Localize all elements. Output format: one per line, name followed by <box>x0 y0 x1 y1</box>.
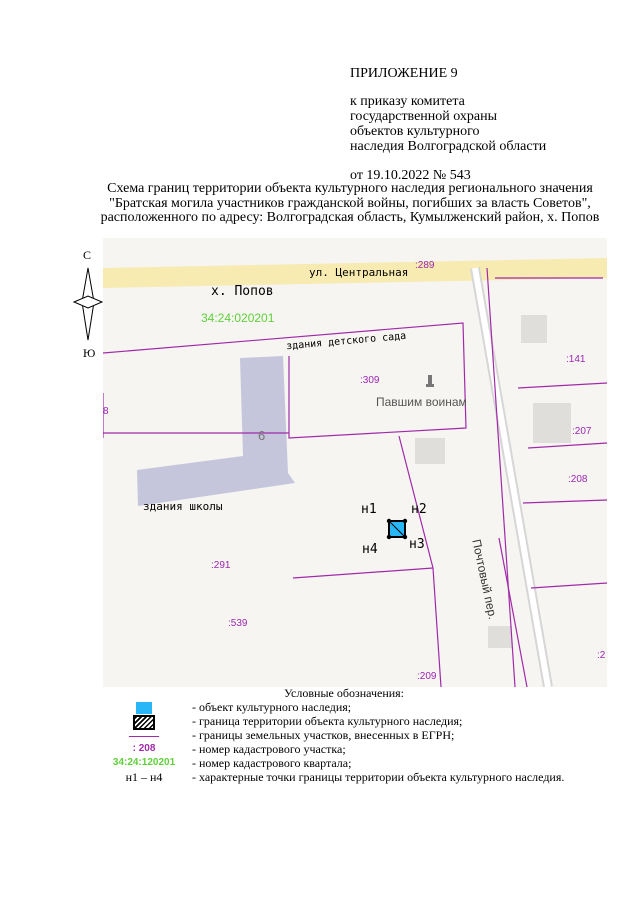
order-line: объектов культурного <box>350 124 480 139</box>
parcel-label: :2 <box>597 650 606 661</box>
compass-rose <box>70 248 106 358</box>
point-n2: н2 <box>411 502 427 517</box>
building <box>415 438 445 464</box>
legend-text: - номер кадастрового квартала; <box>192 756 352 770</box>
parcel-label: :539 <box>228 618 248 629</box>
legend-row <box>100 756 620 770</box>
street-label: ул. Центральная <box>309 266 409 279</box>
scheme-title: Схема границ территории объекта культурного наследия регионального значения "Братская могила участников гражданской войны, погибших за власть Советов", расположенного по адресу: Волгоградская область, Кумылженский район, х. Попов <box>100 181 600 225</box>
appendix-title: ПРИЛОЖЕНИЕ 9 <box>350 66 458 81</box>
legend-title: Условные обозначения: <box>284 686 405 700</box>
village-label: х. Попов <box>211 284 274 299</box>
order-line: государственной охраны <box>350 109 498 124</box>
building <box>521 315 547 343</box>
legend-parcel-symbol: : 208 <box>132 743 156 754</box>
parcel-label: :289 <box>415 260 435 271</box>
compass-arrow-icon <box>70 248 106 358</box>
order-date: от 19.10.2022 № 543 <box>350 168 471 183</box>
legend-row <box>100 700 620 714</box>
point-n1: н1 <box>361 502 377 517</box>
quarter-label: 34:24:020201 <box>201 311 275 325</box>
legend-row <box>100 770 620 784</box>
kindergarten-label: здания детского сада <box>285 330 407 353</box>
legend-text: - объект культурного наследия; <box>192 700 352 714</box>
cadastral-map <box>103 238 607 687</box>
building <box>533 403 571 443</box>
parcel-label: :208 <box>568 474 588 485</box>
parcel-label: :291 <box>211 560 231 571</box>
parcel-line-icon <box>100 728 188 742</box>
school-label: здания школы <box>143 500 223 513</box>
building-number: 6 <box>258 428 266 443</box>
monument-label: Павшим воинам <box>376 395 467 409</box>
parcel-label: :207 <box>572 426 592 437</box>
south-label: Ю <box>83 346 96 360</box>
parcel-label: :209 <box>417 671 437 682</box>
order-line: наследия Волгоградской области <box>350 139 547 154</box>
object-swatch-icon <box>100 700 188 714</box>
point-n3: н3 <box>409 537 425 552</box>
legend-text: - граница территории объекта культурного наследия; <box>192 714 463 728</box>
monument-icon <box>426 375 434 387</box>
lane-label: Почтовый пер. <box>469 538 500 621</box>
map-canvas <box>103 238 607 687</box>
appendix-block <box>350 66 546 183</box>
legend-quarter-symbol: 34:24:120201 <box>112 757 176 768</box>
legend-text: - границы земельных участков, внесенных в ЕГРН; <box>192 728 455 742</box>
legend-row <box>100 742 620 756</box>
point-n4: н4 <box>362 542 378 557</box>
legend-row <box>100 714 620 728</box>
legend-row <box>100 728 620 742</box>
parcel-label: :309 <box>360 375 380 386</box>
school-building <box>137 356 295 506</box>
north-label: С <box>83 248 92 262</box>
parcel-label: 8 <box>103 406 109 417</box>
order-line: к приказу комитета <box>350 94 465 109</box>
legend <box>100 700 620 784</box>
legend-text: - характерные точки границы территории объекта культурного наследия. <box>192 770 565 784</box>
building <box>488 626 512 648</box>
legend-points-symbol: н1 – н4 <box>125 770 163 784</box>
parcel-label: :141 <box>566 354 586 365</box>
legend-text: - номер кадастрового участка; <box>192 742 346 756</box>
